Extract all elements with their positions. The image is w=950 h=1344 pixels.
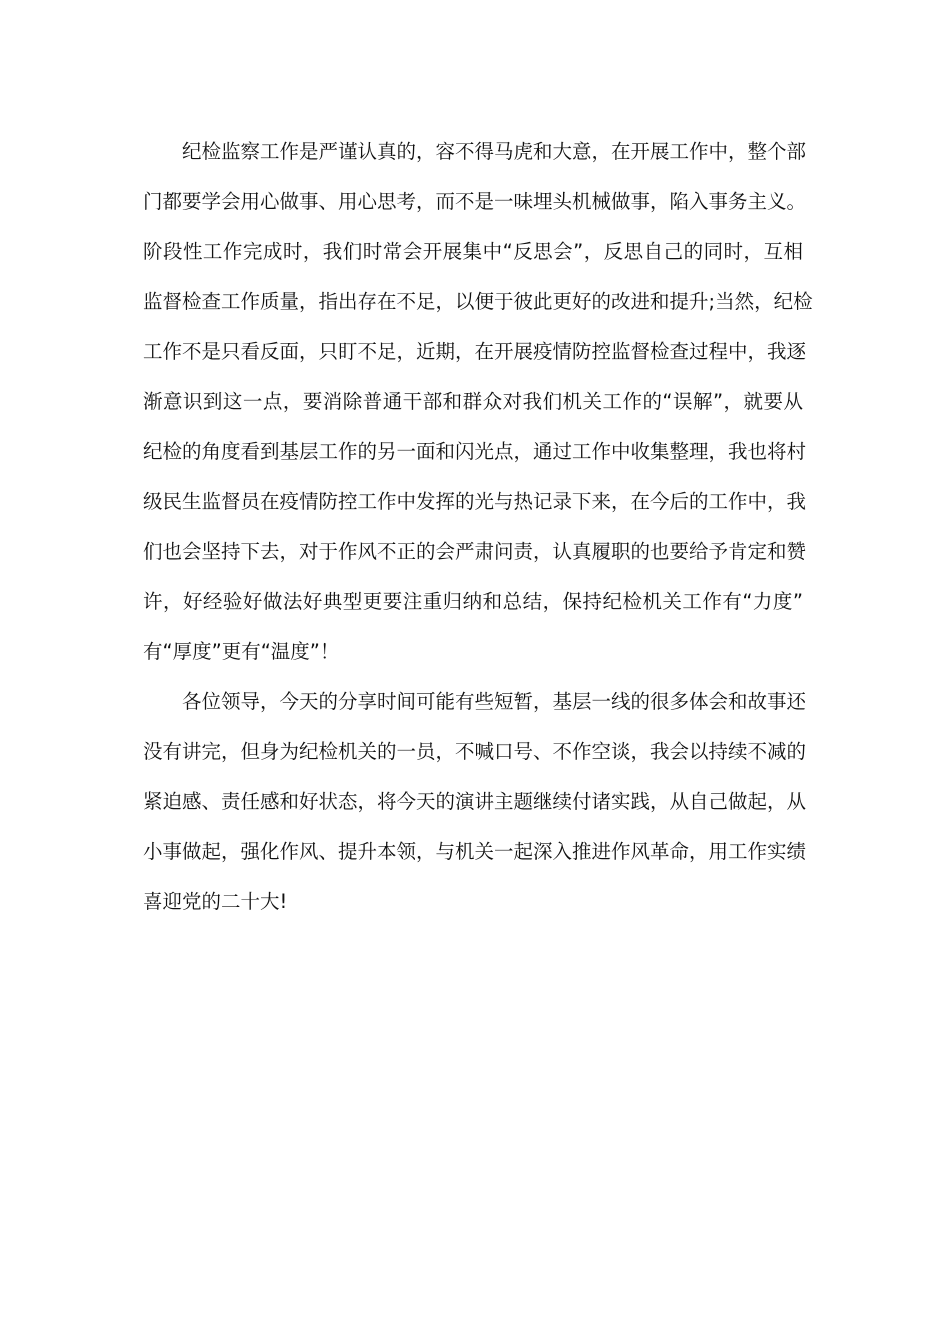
- paragraph-line: 有“厚度”更有“温度”！: [143, 640, 340, 663]
- paragraph-line: 门都要学会用心做事、用心思考，而不是一味埋头机械做事，陷入事务主义。: [143, 190, 807, 213]
- paragraph-line: 阶段性工作完成时，我们时常会开展集中“反思会”，反思自己的同时，互相: [143, 240, 803, 263]
- paragraph-line: 小事做起，强化作风、提升本领，与机关一起深入推进作风革命，用工作实绩: [143, 840, 807, 863]
- paragraph-line: 没有讲完，但身为纪检机关的一员，不喊口号、不作空谈，我会以持续不减的: [143, 740, 807, 763]
- paragraph-line: 许，好经验好做法好典型更要注重归纳和总结，保持纪检机关工作有“力度”: [143, 590, 803, 613]
- paragraph-line: 纪检监察工作是严谨认真的，容不得马虎和大意，在开展工作中，整个部: [182, 140, 807, 163]
- paragraph-2: [143, 677, 807, 927]
- paragraph-1: [143, 127, 813, 677]
- paragraph-line: 监督检查工作质量，指出存在不足，以便于彼此更好的改进和提升;当然，纪检: [143, 290, 813, 313]
- paragraph-line: 级民生监督员在疫情防控工作中发挥的光与热记录下来，在今后的工作中，我: [143, 490, 807, 513]
- paragraph-line: 纪检的角度看到基层工作的另一面和闪光点，通过工作中收集整理，我也将村: [143, 440, 807, 463]
- paragraph-line: 工作不是只看反面，只盯不足，近期，在开展疫情防控监督检查过程中，我逐: [143, 340, 807, 363]
- document-body: [143, 127, 813, 927]
- paragraph-line: 紧迫感、责任感和好状态，将今天的演讲主题继续付诸实践，从自己做起，从: [143, 790, 807, 813]
- paragraph-line: 各位领导，今天的分享时间可能有些短暂，基层一线的很多体会和故事还: [182, 690, 807, 713]
- paragraph-line: 渐意识到这一点，要消除普通干部和群众对我们机关工作的“误解”，就要从: [143, 390, 803, 413]
- paragraph-line: 们也会坚持下去，对于作风不正的会严肃问责，认真履职的也要给予肯定和赞: [143, 540, 807, 563]
- paragraph-line: 喜迎党的二十大!: [143, 890, 288, 913]
